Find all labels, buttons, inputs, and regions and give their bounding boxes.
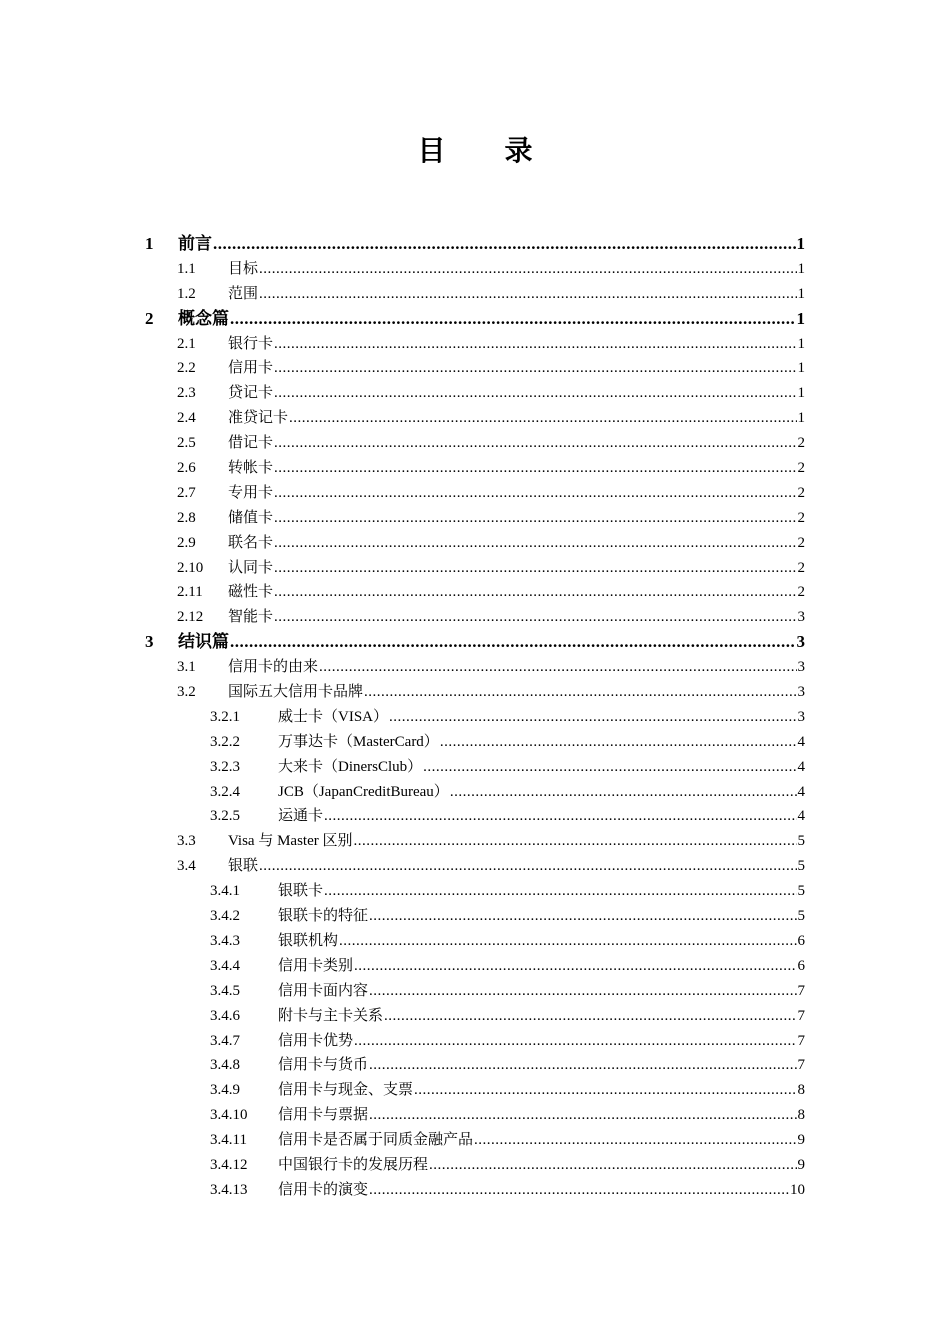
toc-entry-body [228,431,805,456]
toc-entry-page-number: 4 [797,733,805,750]
toc-entry-label: 磁性卡 [228,584,274,601]
toc-entry[interactable] [0,1103,950,1128]
toc-entry[interactable] [0,979,950,1004]
toc-dot-leader [369,1053,796,1078]
toc-dot-leader [213,232,796,257]
toc-entry-page-number: 3 [797,684,805,701]
toc-dot-leader [354,1029,796,1054]
toc-dot-leader [230,630,796,655]
toc-entry-label: 结识篇 [178,632,229,652]
toc-entry[interactable] [0,730,950,755]
toc-entry-page-number: 9 [797,1132,805,1149]
toc-dot-leader [274,381,796,406]
toc-entry-page-number: 1 [797,410,805,427]
toc-dot-leader [354,829,797,854]
toc-entry-label: 银联 [228,858,259,875]
toc-entry-label: 万事达卡（MasterCard） [278,733,439,750]
toc-entry-body [278,1029,805,1054]
toc-dot-leader [274,431,796,456]
toc-entry-label: 前言 [178,234,212,253]
toc-entry-page-number: 5 [797,883,805,900]
toc-dot-leader [384,1004,796,1029]
toc-entry-label: 信用卡优势 [278,1032,354,1049]
toc-entry-body [278,1153,805,1178]
toc-entry-label: 信用卡的演变 [278,1181,369,1198]
toc-dot-leader [369,904,796,929]
toc-entry-page-number: 2 [797,559,805,576]
toc-entry[interactable] [0,1004,950,1029]
toc-dot-leader [440,730,797,755]
toc-entry-body [228,282,805,307]
toc-entry-body [228,332,805,357]
toc-entry[interactable] [0,257,950,282]
toc-entry-body [228,680,805,705]
toc-entry-number: 2.8 [177,509,196,526]
toc-entry-page-number: 1 [797,285,805,302]
toc-entry-label: 威士卡（VISA） [278,708,389,725]
toc-entry-page-number: 7 [797,982,805,999]
toc-entry-body [228,580,805,605]
toc-entry-page-number: 7 [797,1007,805,1024]
toc-entry-page-number: 6 [797,932,805,949]
toc-entry-number: 3.4.10 [210,1107,248,1124]
toc-dot-leader [369,1178,789,1203]
toc-entry-label: 银联卡的特征 [278,908,369,925]
toc-entry-label: 附卡与主卡关系 [278,1007,384,1024]
toc-entry-body [228,556,805,581]
toc-entry-number: 1.1 [177,260,196,277]
toc-entry-number: 3.4.2 [210,908,240,925]
toc-entry-page-number: 2 [797,460,805,477]
toc-entry-body [178,232,805,257]
toc-entry[interactable] [0,954,950,979]
toc-entry-page-number: 2 [797,484,805,501]
toc-entry-body [278,904,805,929]
toc-dot-leader [274,356,796,381]
toc-entry-number: 2.1 [177,335,196,352]
toc-entry-label: 信用卡面内容 [278,982,369,999]
toc-entry-page-number: 8 [797,1082,805,1099]
toc-entry-number: 3.4.12 [210,1156,248,1173]
toc-entry[interactable] [0,1178,950,1203]
toc-entry-number: 3.4.8 [210,1057,240,1074]
toc-entry-page-number: 7 [797,1032,805,1049]
toc-dot-leader [354,954,796,979]
toc-entry-body [228,829,805,854]
toc-entry-number: 3.4.6 [210,1007,240,1024]
toc-entry-label: 准贷记卡 [228,410,289,427]
toc-dot-leader [369,1103,796,1128]
toc-entry-label: 银联卡 [278,883,324,900]
toc-entry-number: 2.11 [177,584,203,601]
toc-entry[interactable] [0,755,950,780]
toc-dot-leader [450,780,797,805]
toc-entry[interactable] [0,605,950,630]
toc-entry-body [228,456,805,481]
toc-entry[interactable] [0,481,950,506]
toc-entry-body [228,531,805,556]
toc-entry[interactable] [0,232,950,257]
toc-entry-number: 3.2.1 [210,708,240,725]
toc-entry-body [278,705,805,730]
toc-entry-page-number: 2 [797,584,805,601]
toc-entry[interactable] [0,282,950,307]
toc-entry[interactable] [0,705,950,730]
toc-entry-number: 3.4.9 [210,1082,240,1099]
toc-entry[interactable] [0,307,950,332]
toc-dot-leader [259,854,796,879]
toc-entry[interactable] [0,456,950,481]
toc-entry-body [228,506,805,531]
toc-entry-number: 2.2 [177,360,196,377]
toc-entry-body [228,257,805,282]
toc-entry-page-number: 8 [797,1107,805,1124]
toc-entry-number: 3.2 [177,684,196,701]
toc-entry-label: 信用卡类别 [278,957,354,974]
toc-entry[interactable] [0,630,950,655]
toc-entry-label: 智能卡 [228,609,274,626]
toc-entry-body [278,755,805,780]
toc-entry-body [278,804,805,829]
toc-entry-number: 2.6 [177,460,196,477]
toc-entry-page-number: 1 [797,335,805,352]
toc-entry-number: 3.2.4 [210,783,240,800]
toc-entry[interactable] [0,829,950,854]
toc-entry-number: 3.4.11 [210,1132,247,1149]
toc-entry[interactable] [0,406,950,431]
toc-dot-leader [274,580,796,605]
toc-entry[interactable] [0,531,950,556]
toc-dot-leader [429,1153,796,1178]
toc-entry-page-number: 5 [797,858,805,875]
toc-entry-number: 2.4 [177,410,196,427]
toc-entry[interactable] [0,854,950,879]
toc-entry[interactable] [0,431,950,456]
toc-dot-leader [423,755,796,780]
toc-entry[interactable] [0,1029,950,1054]
toc-entry[interactable] [0,1053,950,1078]
toc-entry-number: 2.5 [177,435,196,452]
toc-entry[interactable] [0,381,950,406]
toc-entry-page-number: 3 [797,659,805,676]
toc-entry-page-number: 4 [797,783,805,800]
toc-entry-page-number: 1 [796,308,805,328]
toc-entry-label: 联名卡 [228,534,274,551]
toc-entry-page-number: 4 [797,808,805,825]
toc-entry-label: 转帐卡 [228,460,274,477]
toc-dot-leader [364,680,796,705]
toc-entry-number: 3.2.3 [210,758,240,775]
toc-dot-leader [324,804,796,829]
toc-entry-label: 中国银行卡的发展历程 [278,1156,429,1173]
toc-entry-label: JCB（JapanCreditBureau） [278,783,449,800]
toc-entry-page-number: 2 [797,534,805,551]
toc-entry-body [278,1128,805,1153]
toc-entry-page-number: 6 [797,957,805,974]
toc-entry-label: 信用卡是否属于同质金融产品 [278,1132,474,1149]
toc-entry-label: 大来卡（DinersClub） [278,758,423,775]
toc-entry-label: Visa 与 Master 区别 [228,833,353,850]
toc-entry-page-number: 1 [797,385,805,402]
toc-entry[interactable] [0,804,950,829]
toc-entry-label: 信用卡与票据 [278,1107,369,1124]
toc-entry[interactable] [0,929,950,954]
toc-entry-body [178,307,805,332]
toc-entry-body [228,381,805,406]
toc-entry-number: 3 [145,632,154,652]
toc-entry-body [278,1078,805,1103]
table-of-contents [0,232,950,1203]
toc-entry[interactable] [0,1078,950,1103]
toc-entry[interactable] [0,1128,950,1153]
toc-entry-body [278,979,805,1004]
toc-entry-body [278,780,805,805]
toc-dot-leader [389,705,796,730]
toc-dot-leader [259,257,796,282]
toc-dot-leader [230,307,796,332]
toc-entry-number: 3.2.5 [210,808,240,825]
toc-entry-body [178,630,805,655]
toc-dot-leader [369,979,796,1004]
toc-entry[interactable] [0,1153,950,1178]
toc-entry-body [278,730,805,755]
toc-entry-page-number: 5 [797,833,805,850]
toc-entry-page-number: 7 [797,1057,805,1074]
toc-entry-label: 认同卡 [228,559,274,576]
toc-entry-label: 储值卡 [228,509,274,526]
toc-dot-leader [474,1128,796,1153]
toc-entry-page-number: 3 [797,609,805,626]
toc-entry-number: 3.2.2 [210,733,240,750]
toc-dot-leader [274,556,796,581]
toc-entry-number: 3.4 [177,858,196,875]
toc-dot-leader [274,332,796,357]
toc-entry-body [278,879,805,904]
toc-entry-number: 3.4.1 [210,883,240,900]
toc-entry-number: 3.4.3 [210,932,240,949]
toc-entry-body [228,655,805,680]
toc-entry[interactable] [0,655,950,680]
toc-entry-number: 1 [145,234,154,253]
toc-entry-label: 信用卡与货币 [278,1057,369,1074]
toc-entry-label: 贷记卡 [228,385,274,402]
toc-dot-leader [414,1078,796,1103]
toc-entry-number: 3.3 [177,833,196,850]
toc-entry-number: 3.1 [177,659,196,676]
toc-entry-label: 信用卡与现金、支票 [278,1082,414,1099]
toc-entry-label: 目标 [228,260,259,277]
toc-entry-label: 信用卡 [228,360,274,377]
toc-entry-number: 2.9 [177,534,196,551]
toc-dot-leader [274,605,796,630]
toc-entry-label: 运通卡 [278,808,324,825]
toc-entry[interactable] [0,332,950,357]
toc-entry-number: 2 [145,308,154,328]
toc-entry-body [228,854,805,879]
toc-entry[interactable] [0,780,950,805]
toc-entry-number: 1.2 [177,285,196,302]
toc-entry-label: 专用卡 [228,484,274,501]
toc-entry-body [228,605,805,630]
toc-entry-number: 2.10 [177,559,204,576]
toc-dot-leader [319,655,796,680]
toc-entry-body [228,481,805,506]
toc-dot-leader [259,282,796,307]
toc-entry-label: 信用卡的由来 [228,659,319,676]
toc-dot-leader [324,879,796,904]
toc-entry-number: 3.4.7 [210,1032,240,1049]
toc-entry-number: 3.4.4 [210,957,240,974]
toc-dot-leader [289,406,796,431]
toc-entry-page-number: 1 [797,360,805,377]
toc-entry-number: 2.3 [177,385,196,402]
toc-entry[interactable] [0,580,950,605]
toc-entry-body [278,1053,805,1078]
toc-entry-page-number: 2 [797,509,805,526]
toc-entry-body [278,1103,805,1128]
toc-entry-page-number: 1 [797,260,805,277]
toc-dot-leader [274,456,796,481]
toc-dot-leader [274,481,796,506]
toc-entry[interactable] [0,356,950,381]
toc-entry-number: 2.12 [177,609,204,626]
page-title: 目 录 [417,136,559,167]
toc-entry[interactable] [0,904,950,929]
toc-entry-page-number: 5 [797,908,805,925]
toc-entry[interactable] [0,680,950,705]
toc-entry-label: 概念篇 [178,308,229,328]
toc-dot-leader [274,531,796,556]
toc-entry-page-number: 1 [796,234,805,253]
toc-entry-label: 范围 [228,285,259,302]
toc-entry-label: 国际五大信用卡品牌 [228,684,364,701]
toc-entry-body [278,1178,805,1203]
toc-dot-leader [339,929,796,954]
toc-entry-body [228,406,805,431]
toc-dot-leader [274,506,796,531]
toc-entry-number: 2.7 [177,484,196,501]
toc-entry-page-number: 3 [796,632,805,652]
toc-entry[interactable] [0,879,950,904]
toc-entry-body [278,954,805,979]
toc-entry-page-number: 10 [790,1181,805,1198]
toc-entry-body [278,1004,805,1029]
toc-entry-label: 银行卡 [228,335,274,352]
toc-entry[interactable] [0,506,950,531]
toc-entry-page-number: 2 [797,435,805,452]
toc-entry[interactable] [0,556,950,581]
toc-entry-label: 借记卡 [228,435,274,452]
toc-entry-body [228,356,805,381]
toc-entry-page-number: 3 [797,708,805,725]
toc-entry-page-number: 4 [797,758,805,775]
toc-entry-page-number: 9 [797,1156,805,1173]
toc-entry-label: 银联机构 [278,932,339,949]
toc-entry-body [278,929,805,954]
toc-entry-number: 3.4.5 [210,982,240,999]
toc-entry-number: 3.4.13 [210,1181,248,1198]
